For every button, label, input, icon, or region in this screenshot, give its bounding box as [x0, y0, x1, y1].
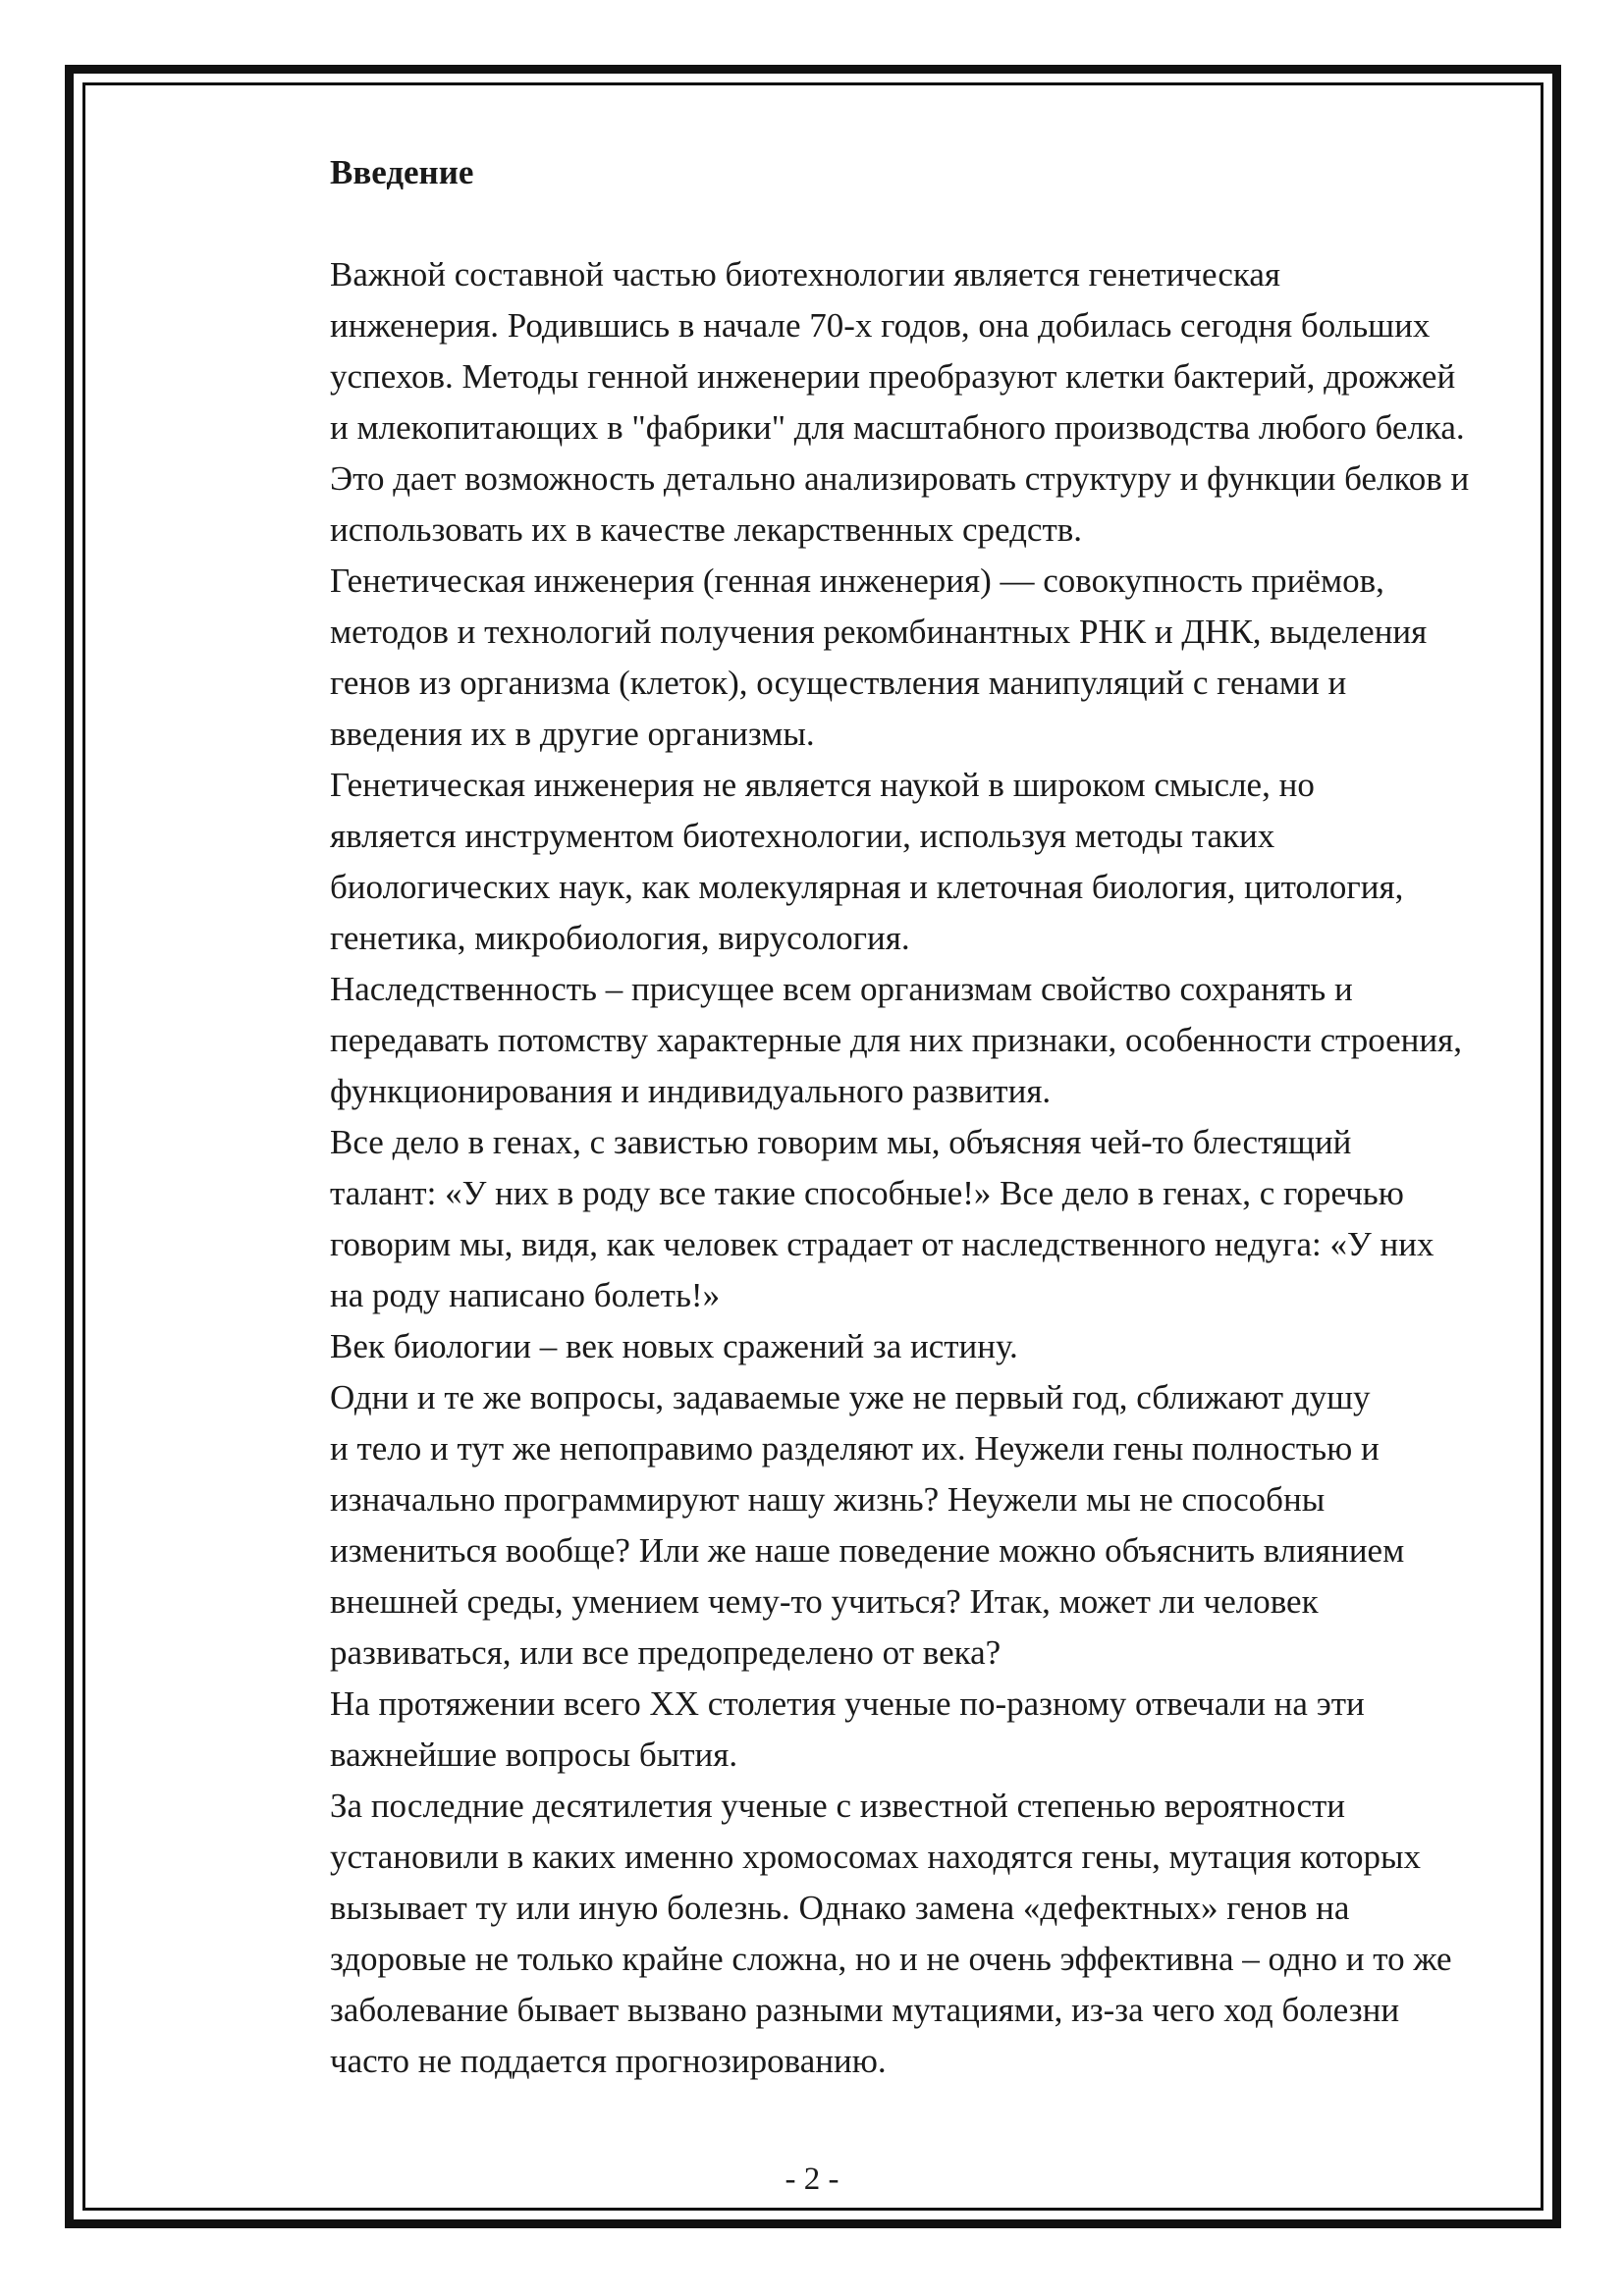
text-line: установили в каких именно хромосомах находятся гены, мутация которых — [330, 1838, 1421, 1876]
text-line: здоровые не только крайне сложна, но и не очень эффективна – одно и то же — [330, 1940, 1452, 1978]
text-line: внешней среды, умением чему-то учиться? Итак, может ли человек — [330, 1582, 1319, 1621]
text-line: Важной составной частью биотехнологии является генетическая — [330, 255, 1281, 294]
paragraph-3 — [234, 760, 1559, 964]
text-line: введения их в другие организмы. — [330, 715, 815, 753]
paragraph-5 — [234, 1117, 1559, 1321]
text-line: успехов. Методы генной инженерии преобразуют клетки бактерий, дрожжей — [330, 357, 1456, 396]
text-line: генов из организма (клеток), осуществления манипуляций с генами и — [330, 664, 1347, 702]
text-line: генетика, микробиология, вирусология. — [330, 919, 910, 957]
paragraph-9 — [234, 1781, 1559, 2087]
text-line: заболевание бывает вызвано разными мутациями, из-за чего ход болезни — [330, 1991, 1400, 2029]
text-line: Век биологии – век новых сражений за истину. — [330, 1327, 1018, 1365]
paragraph-8 — [234, 1679, 1559, 1781]
text-line: На протяжении всего XX столетия ученые по-разному отвечали на эти — [330, 1684, 1365, 1723]
text-line: За последние десятилетия ученые с известной степенью вероятности — [330, 1787, 1346, 1825]
text-line: часто не поддается прогнозированию. — [330, 2042, 887, 2080]
text-line: изначально программируют нашу жизнь? Неужели мы не способны — [330, 1480, 1326, 1519]
paragraph-2 — [234, 556, 1559, 760]
text-line: и млекопитающих в "фабрики" для масштабного производства любого белка. — [330, 408, 1465, 447]
text-line: Генетическая инженерия не является наукой в широком смысле, но — [330, 766, 1315, 804]
text-line: передавать потомству характерные для них признаки, особенности строения, — [330, 1021, 1462, 1059]
text-line: Одни и те же вопросы, задаваемые уже не первый год, сближают душу — [330, 1378, 1371, 1416]
text-line: на роду написано болеть!» — [330, 1276, 721, 1314]
text-line: и тело и тут же непоправимо разделяют их. Неужели гены полностью и — [330, 1429, 1380, 1468]
document-body — [234, 147, 1559, 2087]
paragraph-6 — [234, 1321, 1559, 1372]
text-line: говорим мы, видя, как человек страдает от наследственного недуга: «У них — [330, 1225, 1435, 1263]
text-line: Наследственность – присущее всем организмам свойство сохранять и — [330, 970, 1353, 1008]
text-line: развиваться, или все предопределено от века? — [330, 1633, 1001, 1672]
text-line: использовать их в качестве лекарственных средств. — [330, 510, 1083, 549]
text-line: методов и технологий получения рекомбинантных РНК и ДНК, выделения — [330, 613, 1428, 651]
text-line: Все дело в генах, с завистью говорим мы, объясняя чей-то блестящий — [330, 1123, 1352, 1161]
text-line: Это дает возможность детально анализировать структуру и функции белков и — [330, 459, 1470, 498]
paragraph-7 — [234, 1372, 1559, 1679]
page-number: - 2 - — [785, 2162, 839, 2197]
text-line: биологических наук, как молекулярная и клеточная биология, цитология, — [330, 868, 1404, 906]
section-heading: Введение — [330, 153, 474, 191]
text-line: является инструментом биотехнологии, используя методы таких — [330, 817, 1275, 855]
text-line: вызывает ту или иную болезнь. Однако замена «дефектных» генов на — [330, 1889, 1350, 1927]
text-line: важнейшие вопросы бытия. — [330, 1735, 738, 1774]
paragraph-4 — [234, 964, 1559, 1117]
text-line: измениться вообще? Или же наше поведение можно объяснить влиянием — [330, 1531, 1405, 1570]
paragraph-1 — [234, 249, 1559, 556]
text-line: функционирования и индивидуального развития. — [330, 1072, 1052, 1110]
text-line: Генетическая инженерия (генная инженерия) — совокупность приёмов, — [330, 561, 1384, 600]
text-line: талант: «У них в роду все такие способные!» Все дело в генах, с горечью — [330, 1174, 1404, 1212]
text-line: инженерия. Родившись в начале 70-х годов, она добилась сегодня больших — [330, 306, 1431, 345]
